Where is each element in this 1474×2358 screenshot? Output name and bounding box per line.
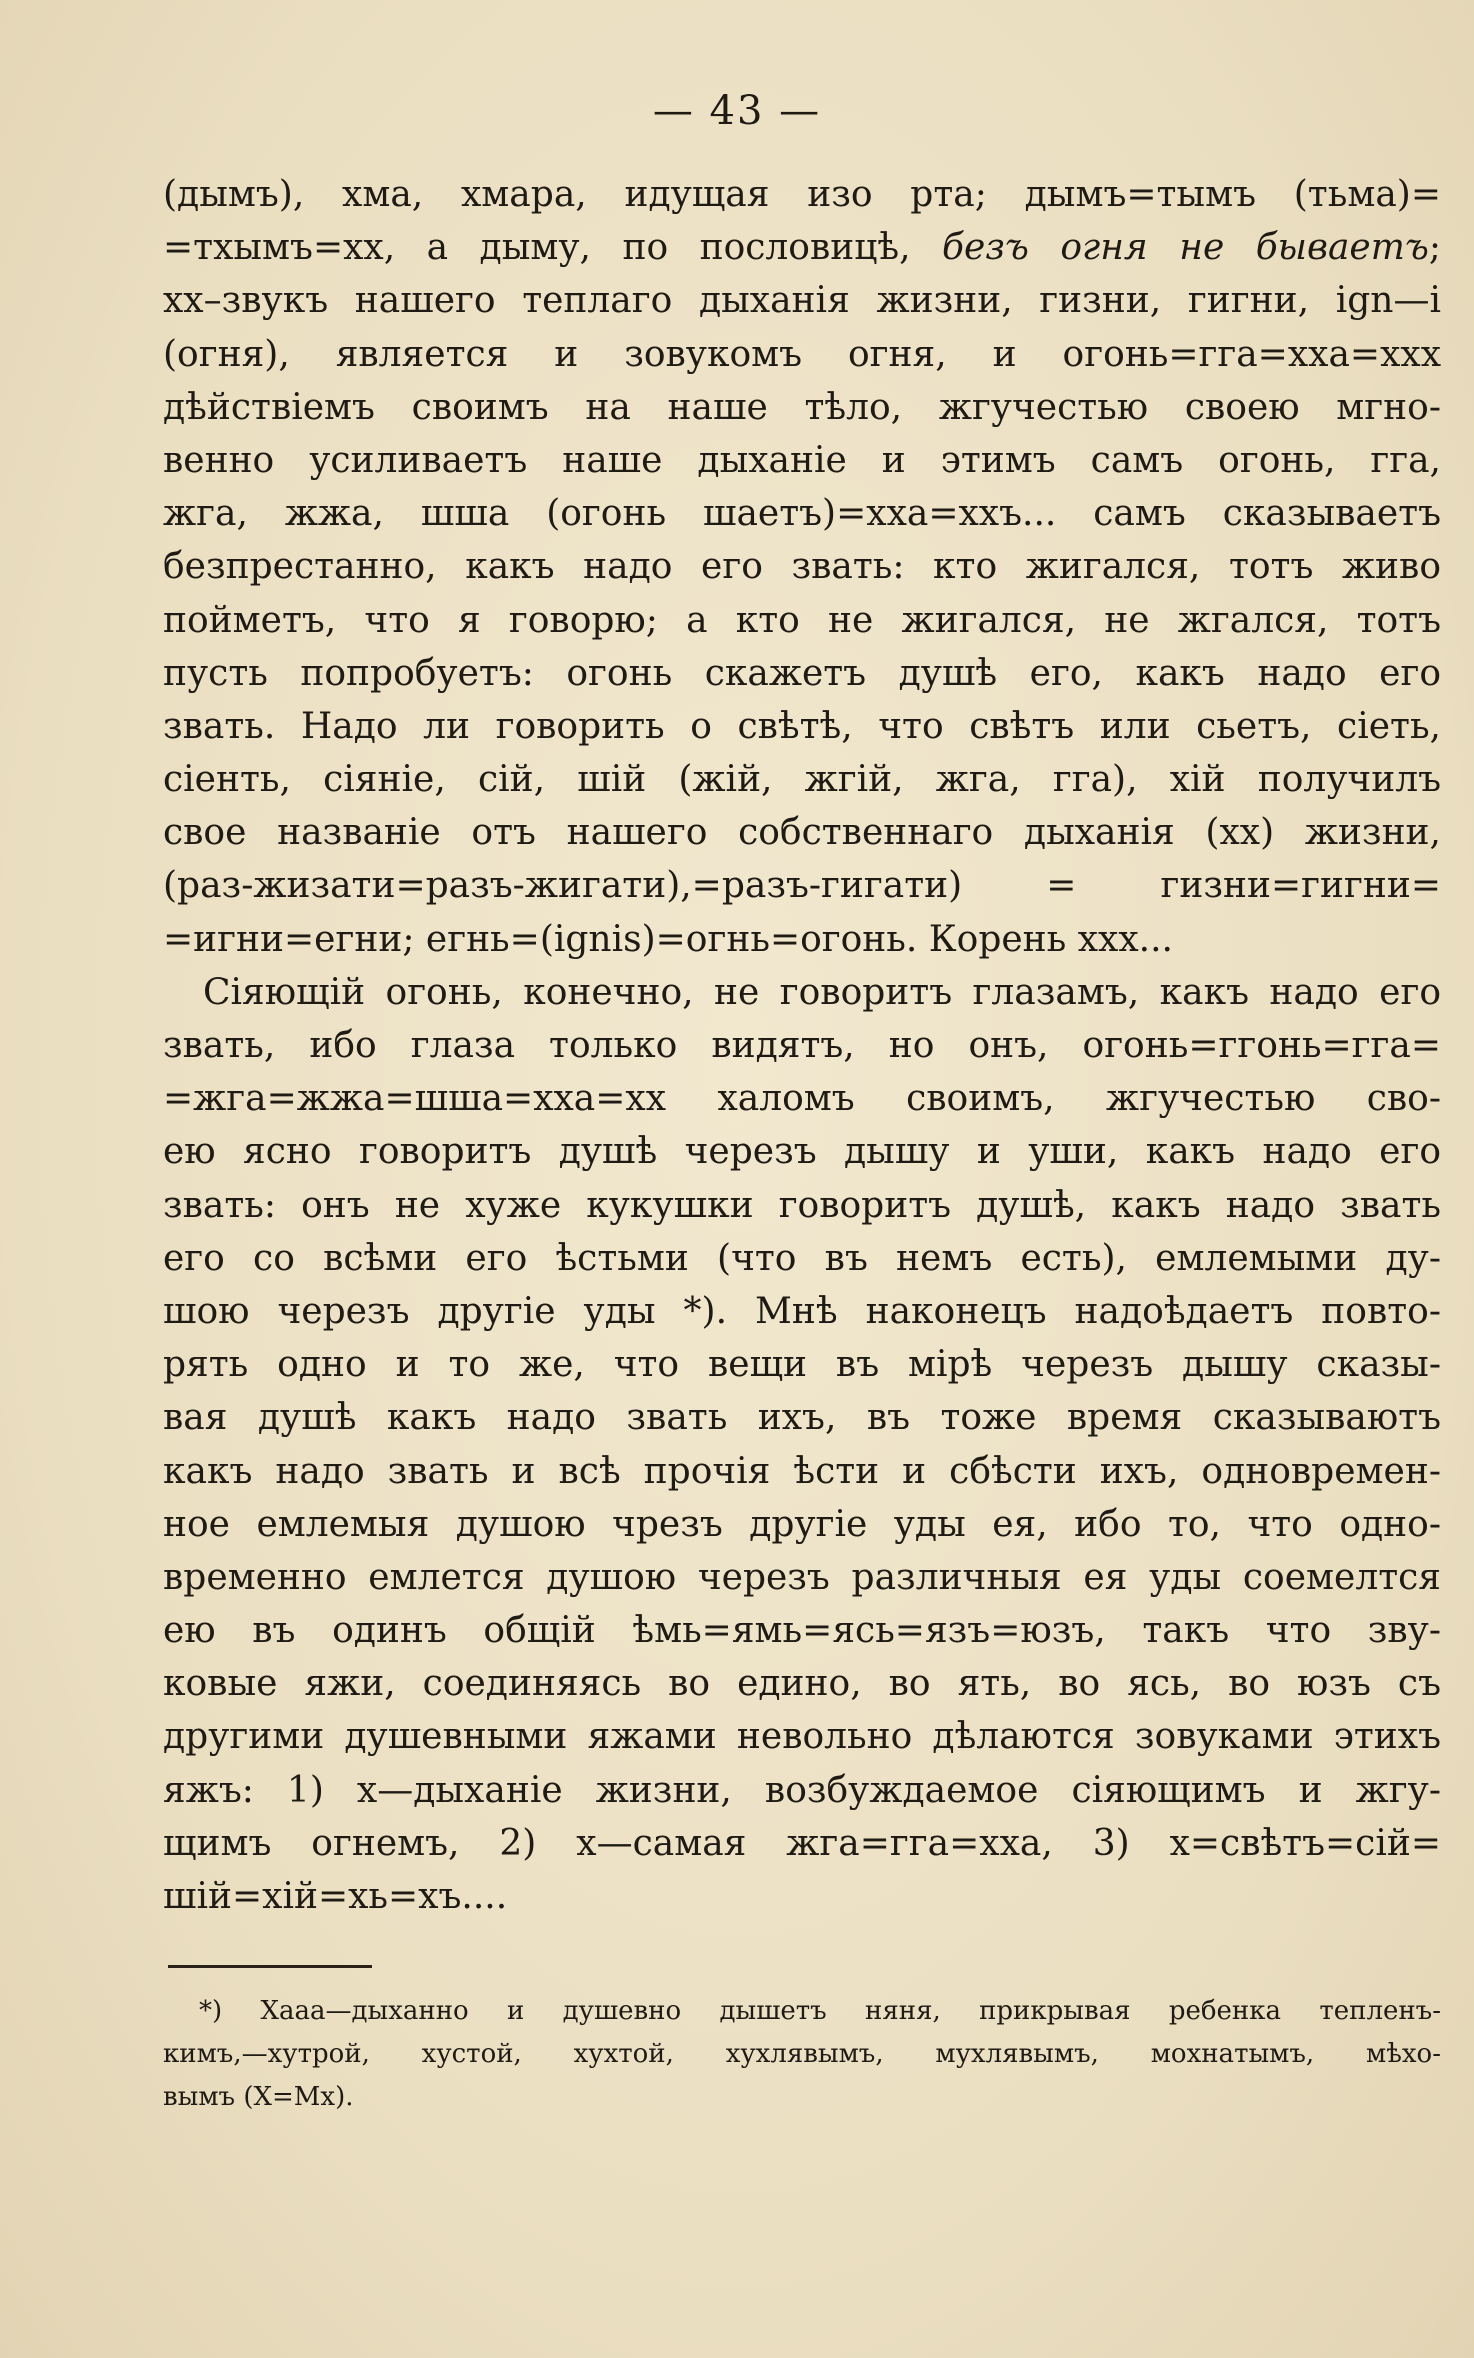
proverb-italic: безъ огня не бываетъ — [941, 227, 1429, 269]
footnote-line: кимъ,—хутрой, хустой, хухтой, хухлявымъ, мухлявымъ, мохнатымъ, мѣхо- — [163, 2039, 1441, 2069]
text-line: ное емлемыя душою чрезъ другіе уды ея, ибо то, что одно- — [163, 1503, 1441, 1545]
text-line: =игни=егни; егнь=(ignis)=огнь=огонь. Корень ххх... — [163, 918, 1173, 960]
text-line: (раз-жизати=разъ-жигати),=разъ-гигати) = гизни=гигни= — [163, 865, 1441, 907]
footnote-divider — [168, 1965, 372, 1968]
text-line: жга, жжа, шша (огонь шаетъ)=хха=ххъ... самъ сказываетъ — [163, 493, 1441, 535]
text-line: пойметъ, что я говорю; а кто не жигался, не жгался, тотъ — [163, 599, 1441, 641]
text-line: звать, ибо глаза только видятъ, но онъ, огонь=ггонь=гга= — [163, 1025, 1441, 1066]
text-line: шою черезъ другіе уды *). Мнѣ наконецъ надоѣдаетъ повто- — [163, 1290, 1441, 1332]
text-line: пусть попробуетъ: огонь скажетъ душѣ его, какъ надо его — [163, 652, 1441, 694]
text-line: венно усиливаетъ наше дыханіе и этимъ самъ огонь, гга, — [163, 439, 1441, 481]
text-line: звать. Надо ли говорить о свѣтѣ, что свѣтъ или сьетъ, сіеть, — [163, 705, 1441, 747]
text-line: Сіяющій огонь, конечно, не говоритъ глазамъ, какъ надо его — [203, 971, 1441, 1013]
text-line: ковые яжи, соединяясь во едино, во ять, во ясь, во юзъ съ — [163, 1663, 1441, 1705]
text-line: щимъ огнемъ, 2) х—самая жга=гга=хха, 3) х=свѣтъ=сій= — [163, 1822, 1441, 1864]
footnote — [163, 1990, 1441, 2119]
text-line: =жга=жжа=шша=хха=хх халомъ своимъ, жгучестью сво- — [163, 1078, 1441, 1120]
text-line: яжъ: 1) х—дыханіе жизни, возбуждаемое сіяющимъ и жгу- — [163, 1769, 1441, 1811]
text-line: ею въ одинъ общій ѣмь=ямь=ясь=язъ=юзъ, такъ что зву- — [163, 1610, 1441, 1652]
text-line: какъ надо звать и всѣ прочія ѣсти и сбѣсти ихъ, одновремен- — [163, 1450, 1441, 1492]
text-line: хх–звукъ нашего теплаго дыханія жизни, гизни, гигни, ign—i — [163, 280, 1441, 322]
text-line: другими душевными яжами невольно дѣлаются зовуками этихъ — [163, 1716, 1441, 1758]
text-line: сіенть, сіяніе, сій, шій (жій, жгій, жга, гга), хій получилъ — [163, 759, 1441, 801]
text-line: свое названіе отъ нашего собственнаго дыханія (хх) жизни, — [163, 812, 1441, 854]
text-line: ею ясно говоритъ душѣ черезъ дышу и уши, какъ надо его — [163, 1131, 1441, 1173]
text-line: вая душѣ какъ надо звать ихъ, въ тоже время сказываютъ — [163, 1397, 1441, 1439]
text-line: (дымъ), хма, хмара, идущая изо рта; дымъ=тымъ (тьма)= — [163, 174, 1441, 215]
text-line: (огня), является и зовукомъ огня, и огонь=гга=хха=ххх — [163, 333, 1441, 375]
text-line: рять одно и то же, что вещи въ мірѣ черезъ дышу сказы- — [163, 1344, 1441, 1386]
footnote-line: вымъ (Х=Мх). — [163, 2082, 354, 2112]
text-line: дѣйствіемъ своимъ на наше тѣло, жгучестью своею мгно- — [163, 386, 1441, 428]
main-text — [163, 168, 1441, 1923]
text-line: безпрестанно, какъ надо его звать: кто жигался, тотъ живо — [163, 546, 1441, 588]
text-line: его со всѣми его ѣстьми (что въ немъ есть), емлемыми ду- — [163, 1237, 1441, 1279]
text-line: временно емлется душою черезъ различныя ея уды соемелтся — [163, 1556, 1441, 1598]
text-line — [163, 221, 1441, 274]
footnote-line: *) Хааа—дыханно и душевно дышетъ няня, прикрывая ребенка тепленъ- — [199, 1996, 1441, 2026]
text-line: звать: онъ не хуже кукушки говоритъ душѣ, какъ надо звать — [163, 1184, 1441, 1226]
text-span: ; — [1428, 227, 1441, 269]
text-span: =тхымъ=хх, а дыму, по пословицѣ, — [163, 227, 942, 269]
text-line: шій=хій=хь=хъ.... — [163, 1876, 508, 1917]
page-number: — 43 — — [652, 88, 822, 134]
